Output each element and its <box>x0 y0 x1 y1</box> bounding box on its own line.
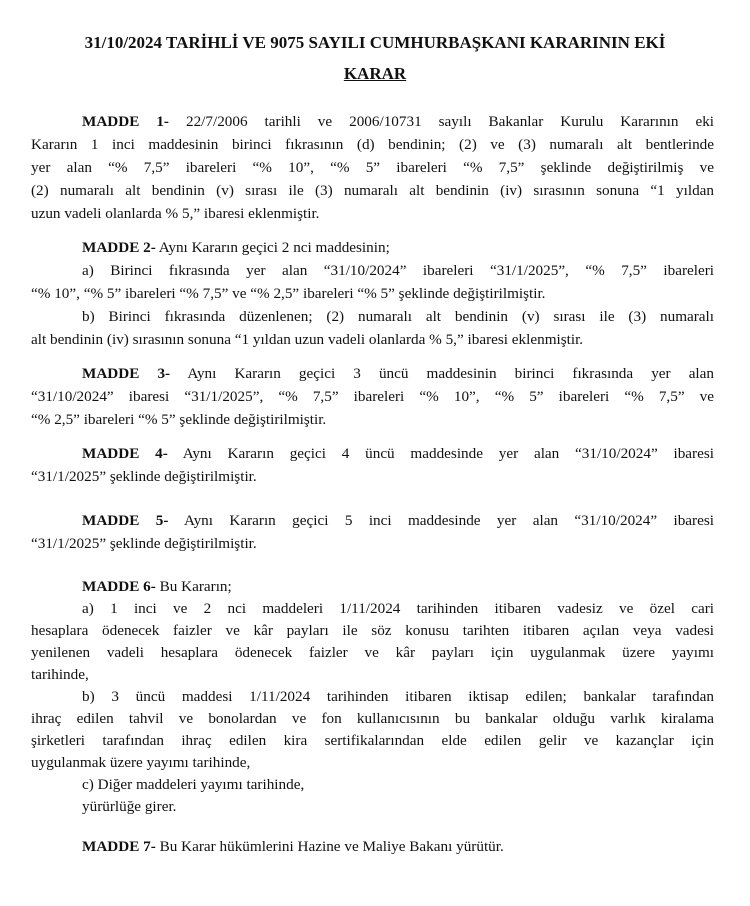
document-title: 31/10/2024 TARİHLİ VE 9075 SAYILI CUMHURBAŞKANI KARARININ EKİ <box>84 33 666 52</box>
article-2-line-4: b) Birinci fıkrasında düzenlenen; (2) numaralı alt bendinin (v) sırası ile (3) numaralı <box>82 308 714 325</box>
article-6-line-3: hesaplara ödenecek faizler ve kâr payları ile söz konusu tarihten itibaren açılan veya vadesi <box>31 622 714 639</box>
article-5-text-1: Aynı Kararın geçici 5 inci maddesinde yer alan “31/10/2024” ibaresi <box>184 512 714 529</box>
article-6-text-1: Bu Kararın; <box>159 578 232 595</box>
article-4-label: MADDE 4- <box>82 445 168 462</box>
article-2-line-5: alt bendinin (iv) sırasının sonuna “1 yıldan uzun vadeli olanlarda % 5,” ibaresi eklenmiştir. <box>31 331 584 348</box>
article-6-line-10: c) Diğer maddeleri yayımı tarihinde, <box>82 776 305 793</box>
article-3-label: MADDE 3- <box>82 365 171 382</box>
article-3-text-1: Aynı Kararın geçici 3 üncü maddesinin birinci fıkrasında yer alan <box>187 365 714 382</box>
article-1-line-5: uzun vadeli olanlarda % 5,” ibaresi eklenmiştir. <box>31 205 320 222</box>
article-4-text-1: Aynı Kararın geçici 4 üncü maddesinde yer alan “31/10/2024” ibaresi <box>182 445 714 462</box>
article-3-line-1 <box>82 364 714 384</box>
article-1-line-3: yer alan “% 7,5” ibareleri “% 10”, “% 5” ibareleri “% 7,5” şeklinde değiştirilmiş ve <box>31 159 714 176</box>
article-6-line-2: a) 1 inci ve 2 nci maddeleri 1/11/2024 tarihinden itibaren vadesiz ve özel cari <box>82 600 714 617</box>
article-1-label: MADDE 1- <box>82 113 169 130</box>
article-2-line-1 <box>82 238 750 258</box>
article-6-line-7: ihraç edilen tahvil ve bonolardan ve fon kullanıcısının bu bankalar olduğu varlık kiralama <box>31 710 714 727</box>
article-3-line-2: “31/10/2024” ibaresi “31/1/2025”, “% 7,5” ibareleri “% 10”, “% 5” ibareleri “% 7,5” ve <box>31 388 714 405</box>
article-6-line-11: yürürlüğe girer. <box>82 798 177 815</box>
article-5-line-2: “31/1/2025” şeklinde değiştirilmiştir. <box>31 535 257 552</box>
article-2-text-1: Aynı Kararın geçici 2 nci maddesinin; <box>158 239 390 256</box>
article-6-label: MADDE 6- <box>82 578 156 595</box>
document-subtitle: KARAR <box>343 64 407 83</box>
article-7-line-1 <box>82 837 750 857</box>
article-7-text-1: Bu Karar hükümlerini Hazine ve Maliye Bakanı yürütür. <box>159 838 504 855</box>
article-1-line-2: Kararın 1 inci maddesinin birinci fıkrasının (d) bendinin; (2) ve (3) numaralı alt bentlerinde <box>31 136 714 153</box>
article-7-label: MADDE 7- <box>82 838 156 855</box>
article-1-text-1: 22/7/2006 tarihli ve 2006/10731 sayılı Bakanlar Kurulu Kararının eki <box>185 113 715 130</box>
article-2-label: MADDE 2- <box>82 239 156 256</box>
article-6-line-8: şirketleri tarafından ihraç edilen kira sertifikalarından elde edilen gelir ve kazançlar için <box>31 732 714 749</box>
article-6-line-6: b) 3 üncü maddesi 1/11/2024 tarihinden itibaren iktisap edilen; bankalar tarafından <box>82 688 714 705</box>
article-6-line-1 <box>82 577 750 597</box>
article-6-line-9: uygulanmak üzere yayımı tarihinde, <box>31 754 251 771</box>
article-3-line-3: “% 2,5” ibareleri “% 5” şeklinde değiştirilmiştir. <box>31 411 327 428</box>
article-2-line-3: “% 10”, “% 5” ibareleri “% 7,5” ve “% 2,5” ibareleri “% 5” şeklinde değiştirilmiştir. <box>31 285 546 302</box>
article-5-label: MADDE 5- <box>82 512 169 529</box>
article-6-line-5: tarihinde, <box>31 666 89 683</box>
article-4-line-1 <box>82 444 714 464</box>
article-1-line-4: (2) numaralı alt bendinin (v) sırası ile (3) numaralı alt bendinin (iv) sırasının sonuna “1 yıldan <box>31 182 714 199</box>
article-4-line-2: “31/1/2025” şeklinde değiştirilmiştir. <box>31 468 257 485</box>
article-5-line-1 <box>82 511 714 531</box>
article-1-line-1 <box>82 112 714 132</box>
article-6-line-4: yenilenen vadeli hesaplara ödenecek faizler ve kâr payları için uygulanmak üzere yayımı <box>31 644 714 661</box>
article-2-line-2: a) Birinci fıkrasında yer alan “31/10/2024” ibareleri “31/1/2025”, “% 7,5” ibareleri <box>82 262 714 279</box>
